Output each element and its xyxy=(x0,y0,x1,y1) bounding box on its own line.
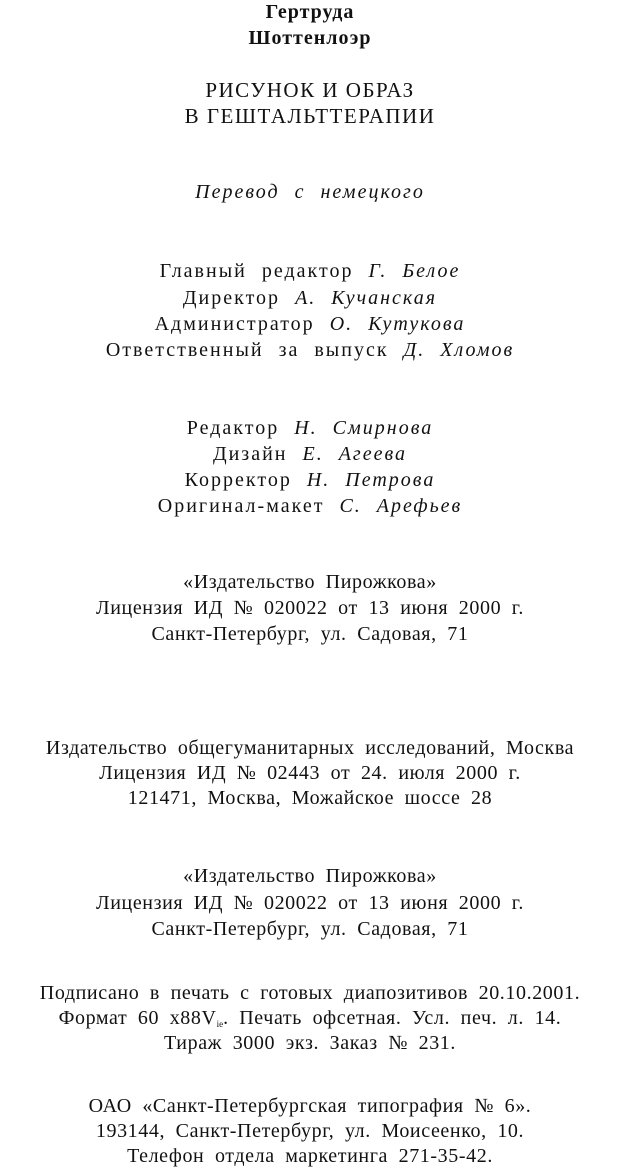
publisher2-address: 121471, Москва, Можайское шоссе 28 xyxy=(127,787,493,809)
staff-name: Е. Агеева xyxy=(302,443,408,465)
publisher3-name: «Издательство Пирожкова» xyxy=(183,865,437,887)
author-first-name: Гертруда xyxy=(265,1,355,23)
staff-name: С. Арефьев xyxy=(339,495,463,517)
translation-note: Перевод с немецкого xyxy=(195,181,425,203)
book-title-line-1: РИСУНОК И ОБРАЗ xyxy=(205,78,415,102)
staff-role: Директор xyxy=(182,287,281,309)
book-title-line-2: В ГЕШТАЛЬТТЕРАПИИ xyxy=(184,104,436,128)
publisher2-license: Лицензия ИД № 02443 от 24. июля 2000 г. xyxy=(99,762,521,784)
staff-line-administrator xyxy=(0,312,620,336)
staff-name: О. Кутукова xyxy=(329,313,466,335)
staff-role: Дизайн xyxy=(212,443,288,465)
print-signed: Подписано в печать с готовых диапозитивов 20.10.2001. xyxy=(39,982,581,1004)
staff-role: Корректор xyxy=(184,469,292,491)
author-last-name: Шоттенлоэр xyxy=(248,27,372,49)
print-run: Тираж 3000 экз. Заказ № 231. xyxy=(163,1032,457,1054)
staff-name: Д. Хломов xyxy=(403,339,515,361)
staff-line-chief-editor xyxy=(0,259,620,283)
staff-role: Оригинал-макет xyxy=(157,495,325,517)
staff-line-design xyxy=(0,442,620,466)
publisher1-address: Санкт-Петербург, ул. Садовая, 71 xyxy=(151,623,469,645)
publisher3-license: Лицензия ИД № 020022 от 13 июня 2000 г. xyxy=(96,892,524,914)
staff-name: Н. Смирнова xyxy=(294,417,434,439)
format-suffix: . Печать офсетная. Усл. печ. л. 14. xyxy=(223,1007,562,1029)
staff-role: Администратор xyxy=(154,313,315,335)
printer-name: ОАО «Санкт-Петербургская типография № 6». xyxy=(88,1095,532,1117)
publisher1-license: Лицензия ИД № 020022 от 13 июня 2000 г. xyxy=(96,597,524,619)
staff-role: Редактор xyxy=(186,417,280,439)
printer-address: 193144, Санкт-Петербург, ул. Моисеенко, 10. xyxy=(95,1120,525,1142)
staff-line-proofreader xyxy=(0,468,620,492)
staff-line-layout xyxy=(0,494,620,518)
staff-role: Ответственный за выпуск xyxy=(105,339,389,361)
staff-name: Г. Белое xyxy=(368,260,461,282)
publisher3-address: Санкт-Петербург, ул. Садовая, 71 xyxy=(151,918,469,940)
printer-phone: Телефон отдела маркетинга 271-35-42. xyxy=(127,1145,493,1167)
staff-line-responsible xyxy=(0,338,620,362)
publisher1-name: «Издательство Пирожкова» xyxy=(183,571,437,593)
staff-line-director xyxy=(0,286,620,310)
staff-name: А. Кучанская xyxy=(295,287,438,309)
format-prefix: Формат 60 х88V xyxy=(58,1007,217,1029)
staff-line-editor xyxy=(0,416,620,440)
staff-role: Главный редактор xyxy=(159,260,354,282)
publisher2-name: Издательство общегуманитарных исследований, Москва xyxy=(45,737,575,759)
staff-name: Н. Петрова xyxy=(306,469,436,491)
format-subscript: ie xyxy=(216,1019,224,1029)
